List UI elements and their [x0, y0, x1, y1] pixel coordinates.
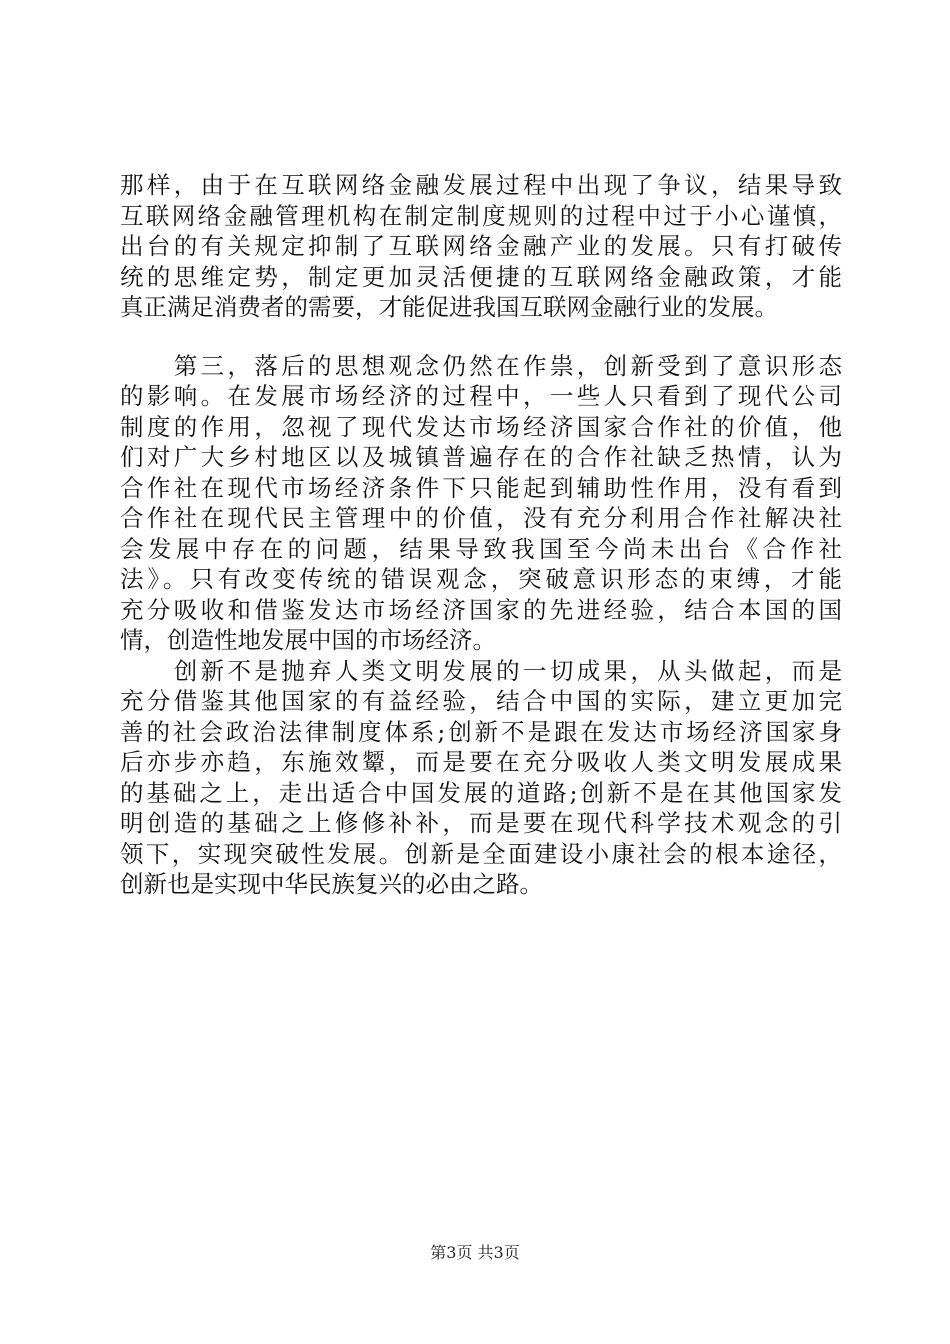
- text-line: 的影响。在发展市场经济的过程中，一些人只看到了现代公司: [120, 382, 842, 410]
- paragraph-gap: [120, 323, 842, 351]
- text-line: 合作社在现代民主管理中的价值，没有充分利用合作社解决社: [120, 504, 842, 532]
- text-line: 统的思维定势，制定更加灵活便捷的互联网络金融政策，才能: [120, 262, 842, 291]
- paragraph-3: [120, 656, 842, 900]
- text-line: 明创造的基础之上修修补补，而是要在现代科学技术观念的引: [120, 809, 842, 837]
- page-footer: 第3页 共3页: [430, 1243, 520, 1262]
- paragraph-1: [120, 170, 842, 323]
- text-line: 第三，落后的思想观念仍然在作祟，创新受到了意识形态: [120, 351, 842, 380]
- text-line: 互联网络金融管理机构在制定制度规则的过程中过于小心谨慎，: [120, 201, 842, 230]
- text-line: 善的社会政治法律制度体系;创新不是跟在发达市场经济国家身: [120, 717, 842, 746]
- document-body: [120, 170, 842, 900]
- text-line: 充分借鉴其他国家的有益经验，结合中国的实际，建立更加完: [120, 687, 842, 715]
- text-line: 们对广大乡村地区以及城镇普遍存在的合作社缺乏热情，认为: [120, 443, 842, 471]
- text-line: 领下，实现突破性发展。创新是全面建设小康社会的根本途径，: [120, 839, 842, 868]
- text-line: 充分吸收和借鉴发达市场经济国家的先进经验，结合本国的国: [120, 595, 842, 624]
- text-line: 合作社在现代市场经济条件下只能起到辅助性作用，没有看到: [120, 473, 842, 502]
- text-line: 创新不是抛弃人类文明发展的一切成果，从头做起，而是: [120, 656, 842, 685]
- text-line: 出台的有关规定抑制了互联网络金融产业的发展。只有打破传: [120, 232, 842, 260]
- text-line: 真正满足消费者的需要，才能促进我国互联网金融行业的发展。: [120, 293, 778, 321]
- text-line: 制度的作用，忽视了现代发达市场经济国家合作社的价值，他: [120, 412, 842, 441]
- text-line: 会发展中存在的问题，结果导致我国至今尚未出台《合作社: [120, 534, 842, 563]
- text-line: 创新也是实现中华民族复兴的必由之路。: [120, 870, 543, 898]
- text-line: 法》。只有改变传统的错误观念，突破意识形态的束缚，才能: [120, 565, 842, 593]
- text-line: 情，创造性地发展中国的市场经济。: [120, 626, 496, 654]
- paragraph-2: [120, 351, 842, 656]
- text-line: 的基础之上，走出适合中国发展的道路;创新不是在其他国家发: [120, 778, 842, 807]
- text-line: 那样，由于在互联网络金融发展过程中出现了争议，结果导致: [120, 171, 842, 199]
- text-line: 后亦步亦趋，东施效颦，而是要在充分吸收人类文明发展成果: [120, 748, 842, 776]
